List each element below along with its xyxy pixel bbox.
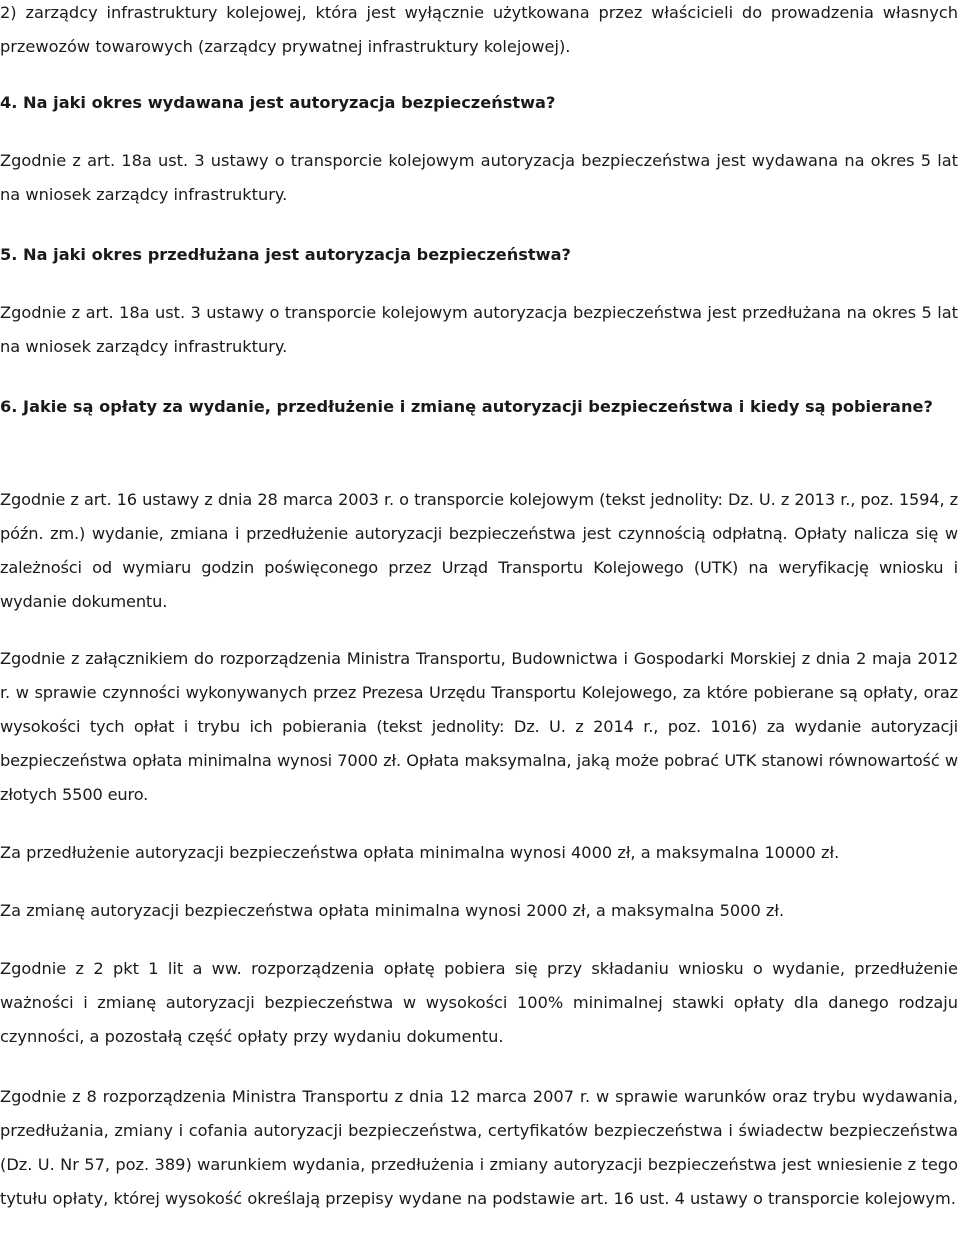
answer-6-zalacznik-paragraph: Zgodnie z załącznikiem do rozporządzenia Ministra Transportu, Budownictwa i Gospodarki Morskiej z dnia 2 maja 2012 r. w sprawie czynności wykonywanych przez Prezesa Urzędu Transportu Kolejowego, za które pobierane są opłaty, oraz wysokości tych opłat i trybu ich pobierania (tekst jednolity: Dz. U. z 2014 r., poz. 1016) za wydanie autoryzacji bezpieczeństwa opłata minimalna wynosi 7000 zł. Opłata maksymalna, jaką może pobrać UTK stanowi równowartość w złotych 5500 euro. <box>0 649 958 804</box>
answer-6-przedluzenie-fee: Za przedłużenie autoryzacji bezpieczeństwa opłata minimalna wynosi 4000 zł, a maksymalna 10000 zł. <box>0 843 840 862</box>
answer-6-zmiana-fee: Za zmianę autoryzacji bezpieczeństwa opłata minimalna wynosi 2000 zł, a maksymalna 5000 zł. <box>0 901 785 920</box>
answer-6-rozporzadzenie-2007-paragraph: Zgodnie z 8 rozporządzenia Ministra Transportu z dnia 12 marca 2007 r. w sprawie warunków oraz trybu wydawania, przedłużania, zmiany i cofania autoryzacji bezpieczeństwa, certyfikatów bezpieczeństwa i świadectw bezpieczeństwa (Dz. U. Nr 57, poz. 389) warunkiem wydania, przedłużenia i zmiany autoryzacji bezpieczeństwa jest wniesienie z tego tytułu opłaty, której wysokość określają przepisy wydane na podstawie art. 16 ust. 4 ustawy o transporcie kolejowym. <box>0 1087 958 1208</box>
paragraph-zarzadcy-prywatnej: 2) zarządcy infrastruktury kolejowej, która jest wyłącznie użytkowana przez właścicieli do prowadzenia własnych przewozów towarowych (zarządcy prywatnej infrastruktury kolejowej). <box>0 3 958 56</box>
question-4-heading: 4. Na jaki okres wydawana jest autoryzacja bezpieczeństwa? <box>0 93 556 112</box>
answer-6-pobieranie-paragraph: Zgodnie z 2 pkt 1 lit a ww. rozporządzenia opłatę pobiera się przy składaniu wniosku o wydanie, przedłużenie ważności i zmianę autoryzacji bezpieczeństwa w wysokości 100% minimalnej stawki opłaty dla danego rodzaju czynności, a pozostałą część opłaty przy wydaniu dokumentu. <box>0 959 958 1046</box>
answer-6-art16-paragraph: Zgodnie z art. 16 ustawy z dnia 28 marca 2003 r. o transporcie kolejowym (tekst jednolity: Dz. U. z 2013 r., poz. 1594, z późn. zm.) wydanie, zmiana i przedłużenie autoryzacji bezpieczeństwa jest czynnością odpłatną. Opłaty nalicza się w zależności od wymiaru godzin poświęconego przez Urząd Transportu Kolejowego (UTK) na weryfikację wniosku i wydanie dokumentu. <box>0 490 958 611</box>
answer-4-paragraph: Zgodnie z art. 18a ust. 3 ustawy o transporcie kolejowym autoryzacja bezpieczeństwa jest wydawana na okres 5 lat na wniosek zarządcy infrastruktury. <box>0 151 958 204</box>
answer-5-paragraph: Zgodnie z art. 18a ust. 3 ustawy o transporcie kolejowym autoryzacja bezpieczeństwa jest przedłużana na okres 5 lat na wniosek zarządcy infrastruktury. <box>0 303 958 356</box>
question-6-heading: 6. Jakie są opłaty za wydanie, przedłużenie i zmianę autoryzacji bezpieczeństwa i kiedy są pobierane? <box>0 397 933 416</box>
question-5-heading: 5. Na jaki okres przedłużana jest autoryzacja bezpieczeństwa? <box>0 245 571 264</box>
